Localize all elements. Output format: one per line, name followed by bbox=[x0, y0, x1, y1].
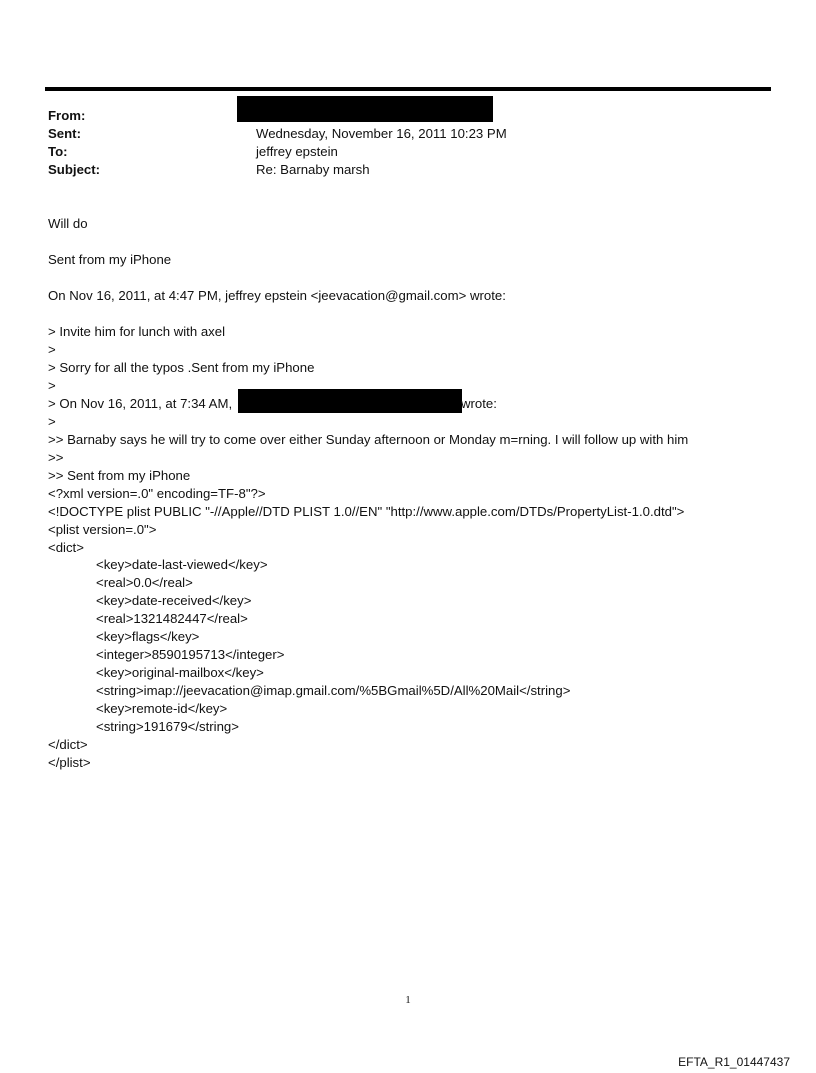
quoted-line: >> Sent from my iPhone bbox=[48, 468, 191, 483]
reply-text: Will do bbox=[48, 216, 88, 231]
quote-intro: On Nov 16, 2011, at 4:47 PM, jeffrey epstein <jeevacation@gmail.com> wrote: bbox=[48, 288, 506, 303]
plist-line: <key>date-received</key> bbox=[96, 593, 252, 608]
plist-line: <string>imap://jeevacation@imap.gmail.com/%5BGmail%5D/All%20Mail</string> bbox=[96, 683, 571, 698]
quoted-line: > bbox=[48, 378, 56, 393]
from-label: From: bbox=[48, 108, 86, 123]
from-redaction bbox=[237, 96, 493, 122]
plist-line: <integer>8590195713</integer> bbox=[96, 647, 285, 662]
sent-value: Wednesday, November 16, 2011 10:23 PM bbox=[256, 126, 507, 141]
plist-line: <real>1321482447</real> bbox=[96, 611, 248, 626]
plist-line: <!DOCTYPE plist PUBLIC "-//Apple//DTD PLIST 1.0//EN" "http://www.apple.com/DTDs/PropertyList-1.0.dtd"> bbox=[48, 504, 685, 519]
plist-line: <string>191679</string> bbox=[96, 719, 239, 734]
subject-label: Subject: bbox=[48, 162, 101, 177]
to-value: jeffrey epstein bbox=[256, 144, 338, 159]
plist-line: <key>date-last-viewed</key> bbox=[96, 557, 268, 572]
plist-line: <key>flags</key> bbox=[96, 629, 200, 644]
page-number: 1 bbox=[405, 994, 411, 1006]
plist-line: <key>remote-id</key> bbox=[96, 701, 228, 716]
bates-number: EFTA_R1_01447437 bbox=[678, 1055, 790, 1069]
plist-line: </dict> bbox=[48, 737, 88, 752]
plist-line: <key>original-mailbox</key> bbox=[96, 665, 264, 680]
plist-line: <dict> bbox=[48, 540, 84, 555]
sent-label: Sent: bbox=[48, 126, 81, 141]
subject-value: Re: Barnaby marsh bbox=[256, 162, 370, 177]
sender-redaction bbox=[238, 389, 462, 413]
quoted-line: >> bbox=[48, 450, 64, 465]
quoted-line: > bbox=[48, 414, 56, 429]
quoted-line: > bbox=[48, 342, 56, 357]
quoted-line: > Sorry for all the typos .Sent from my iPhone bbox=[48, 360, 315, 375]
quoted-line: > On Nov 16, 2011, at 7:34 AM, bbox=[48, 396, 233, 411]
to-label: To: bbox=[48, 144, 68, 159]
plist-line: <plist version=.0"> bbox=[48, 522, 157, 537]
header-rule bbox=[45, 87, 771, 91]
quoted-line: > Invite him for lunch with axel bbox=[48, 324, 226, 339]
plist-line: </plist> bbox=[48, 755, 91, 770]
signature-text: Sent from my iPhone bbox=[48, 252, 172, 267]
plist-line: <?xml version=.0" encoding=TF-8"?> bbox=[48, 486, 266, 501]
quoted-line: >> Barnaby says he will try to come over either Sunday afternoon or Monday m=rning. I will follow up with him bbox=[48, 432, 689, 447]
plist-line: <real>0.0</real> bbox=[96, 575, 193, 590]
quoted-line-suffix: wrote: bbox=[461, 396, 497, 411]
